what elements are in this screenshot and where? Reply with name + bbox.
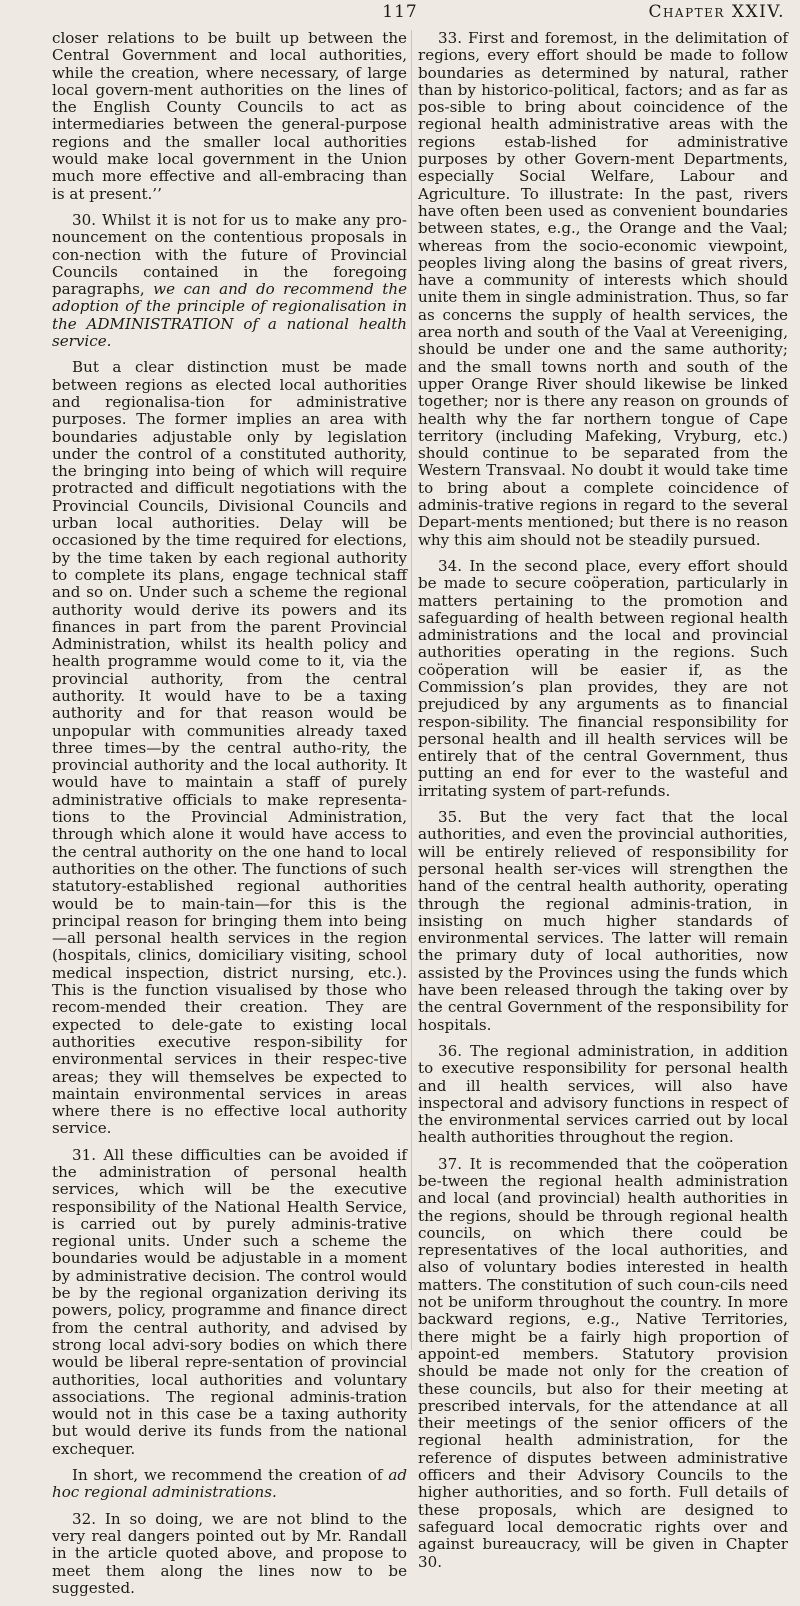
paragraph [52,1467,407,1502]
paragraph: closer relations to be built up between the Central Government and local authorities, while the creation, where necessary, of large local govern-ment authorities on the lines of the English County Councils to act as intermediaries between the general-purpose regions and the smaller local authorities would make local government in the Union much more effective and all-embracing than is at present.’’ [52,29,407,203]
paragraph-text: 30. Whilst it is not for us to make any pro-nouncement on the contentious proposals in con-nection with the future of Provincial Councils contained in the foregoing paragraphs, [52,210,407,299]
paragraph: But a clear distinction must be made between regions as elected local authorities and regionalisa-tion for administrative purposes. The former implies an area with boundaries adjustable only by legislation under the control of a constituted authority, the bringing into being of which will require protracted and difficult negotiations with the Provincial Councils, Divisional Councils and urban local authorities. Delay will be occasioned by the time required for elections, by the time taken by each regional authority to complete its plans, engage technical staff and so on. Under such a scheme the regional authority would derive its powers and its finances in part from the parent Provincial Administration, whilst its health policy and health programme would come to it, via the provincial authority, from the central authority. It would have to be a taxing authority and for that reason would be unpopular with communities already taxed three times—by the central autho-rity, the provincial authority and the local authority. It would have to maintain a staff of purely administrative officials to make representa-tions to the Provincial Administration, through which alone it would have access to the central authority on the one hand to local authorities on the other. The functions of such statutory-established regional authorities would be to main-tain—for this is the principal reason for bringing them into being—all personal health services in the region (hospitals, clinics, domiciliary visiting, school medical inspection, district nursing, etc.). This is the function visualised by those who recom-mended their creation. They are expected to dele-gate to existing local authorities executive respon-sibility for environmental services in their respec-tive areas; they will themselves be expected to maintain environmental services in areas where there is no effective local authority service. [52,358,407,1138]
paragraph-31: 31. All these difficulties can be avoided if the administration of personal health services, which will be the executive responsibility of the National Health Service, is carried out by purely adminis-trative regional units. Under such a scheme the boundaries would be adjustable in a moment by administrative decision. The control would be by the regional organization deriving its powers, policy, programme and finance direct from the central authority, and advised by strong local advi-sory bodies on which there would be liberal repre-sentation of provincial authorities, local authorities and voluntary associations. The regional adminis-tration would not in this case be a taxing authority but would derive its funds from the national exchequer. [52,1145,407,1458]
paragraph-emphasis: we can and do recommend the adoption of the principle of regionalisation in the ADMINISTRATION of a national health service. [52,280,407,351]
paragraph-34: 34. In the second place, every effort should be made to secure coöperation, particularly in matters pertaining to the promotion and safeguarding of health between regional health administrations and the local and provincial authorities operating in the regions. Such coöperation will be easier if, as the Commission’s plan provides, they are not prejudiced by any arguments as to financial respon-sibility. The financial responsibility for personal health and ill health services will be entirely that of the central Government, thus putting an end for ever to the wasteful and irritating system of part-refunds. [418,556,788,800]
paragraph-30 [52,212,407,350]
left-column [52,30,407,1606]
paragraph-36: 36. The regional administration, in addition to executive responsibility for personal health and ill health services, will also have inspectoral and advisory functions in respect of the environmental services carried out by local health authorities throughout the region. [418,1041,788,1147]
paragraph-37: 37. It is recommended that the coöperation be-tween the regional health administration and local (and provincial) health authorities in the regions, should be through regional health councils, on which there could be representatives of the local authorities, and also of voluntary bodies interested in health matters. The constitution of such coun-cils need not be uniform throughout the country. In more backward regions, e.g., Native Territories, there might be a fairly high proportion of appoint-ed members. Statutory provision should be made not only for the creation of these councils, but also for their meeting at prescribed intervals, for the attendance at all their meetings of the senior officers of the regional health administration, for the reference of disputes between administrative officers and their Advisory Councils to the higher authorities, and so forth. Full details of these proposals, which are designed to safeguard local democratic rights over and against bureaucracy, will be given in Chapter 30. [418,1154,788,1571]
right-column [418,30,788,1580]
paragraph-text: In short, we recommend the creation of [72,1466,389,1485]
paragraph-33: 33. First and foremost, in the delimitation of regions, every effort should be made to follow boundaries as determined by natural, rather than by historico-political, factors; and as far as pos-sible to bring about coincidence of the regional health administrative areas with the regions estab-lished for administrative purposes by other Govern-ment Departments, especially Social Welfare, Labour and Agriculture. To illustrate: In the past, rivers have often been used as convenient boundaries between states, e.g., the Orange and the Vaal; whereas from the socio-economic viewpoint, peoples living along the basins of great rivers, have a community of interests which should unite them in single administration. Thus, so far as concerns the supply of health services, the area north and south of the Vaal at Vereeniging, should be under one and the same authority; and the small towns north and south of the upper Orange River should likewise be linked together; nor is there any reason on grounds of health why the far northern tongue of Cape territory (including Mafeking, Vryburg, etc.) should continue to be separated from the Western Transvaal. No doubt it would take time to bring about a complete coincidence of adminis-trative regions in regard to the several Depart-ments mentioned; but there is no reason why this aim should not be steadily pursued. [418,29,788,549]
page-number: 117 [382,2,418,22]
paragraph-32: 32. In so doing, we are not blind to the very real dangers pointed out by Mr. Randall in the article quoted above, and propose to meet them along the lines now to be suggested. [52,1509,407,1597]
paragraph-35: 35. But the very fact that the local authorities, and even the provincial authorities, will be entirely relieved of responsibility for personal health ser-vices will strengthen the hand of the central health authority, operating through the regional adminis-tration, in insisting on much higher standards of environmental services. The latter will remain the primary duty of local authorities, now assisted by the Provinces using the funds which have been released through the taking over by the central Government of the responsibility for hospitals. [418,808,788,1034]
paragraph-emphasis: ad hoc regional administrations. [52,1466,407,1502]
chapter-heading: Chapter XXIV. [648,2,785,22]
column-divider [411,30,412,1350]
